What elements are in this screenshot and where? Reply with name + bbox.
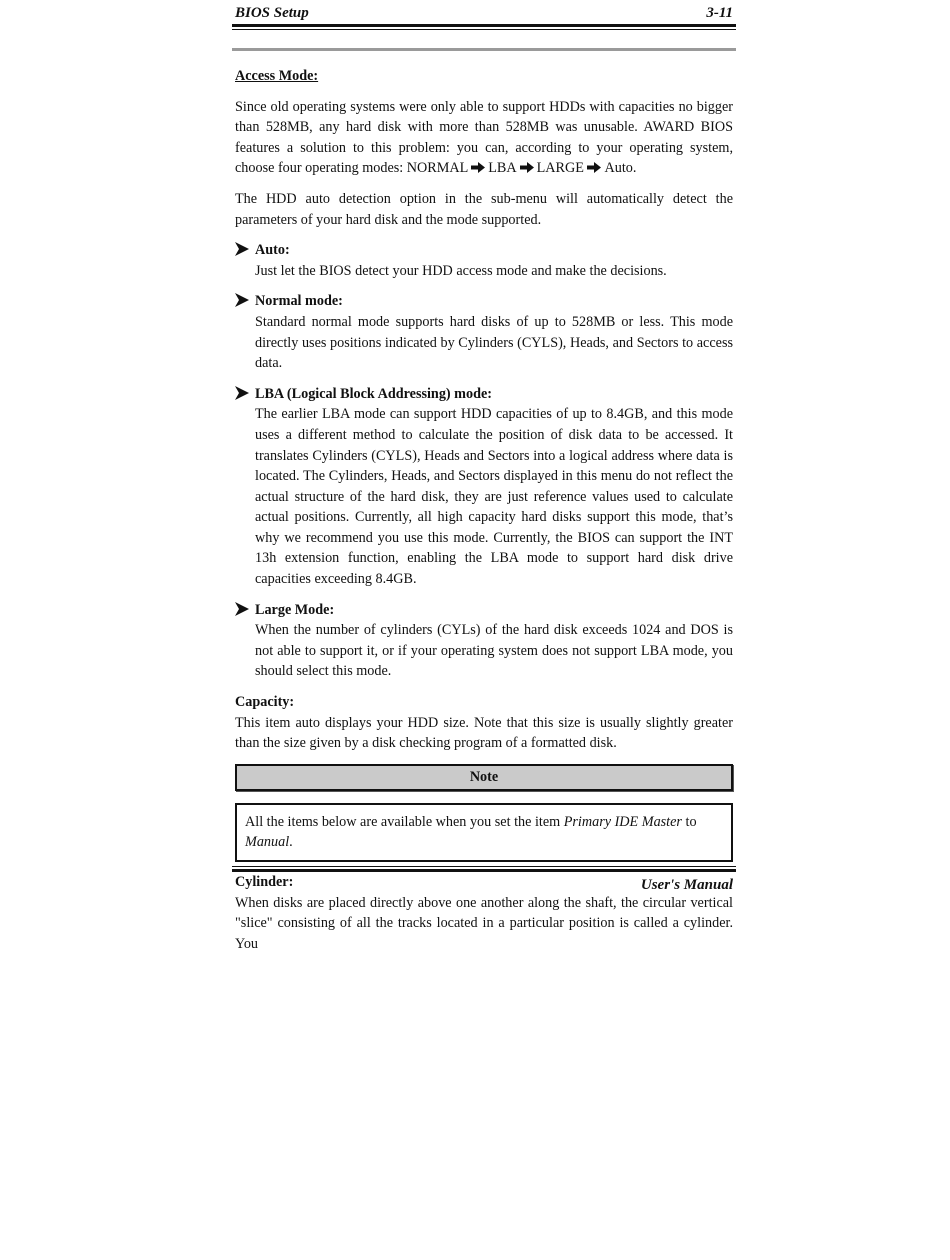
mode-auto: Auto. [604,160,637,177]
access-mode-heading: Access Mode: [235,68,319,84]
bullet-title: Large Mode: [255,601,335,618]
footer-rule-thin [232,866,736,867]
bullet-body: Just let the BIOS detect your HDD access mode and make the decisions. [255,262,667,279]
header-rule-gray [232,48,736,51]
access-mode-paragraph-2: The HDD auto detection option in the sub-menu will automatically detect the parameters of your hard disk and the mode supported. [235,190,733,228]
list-item [235,291,733,373]
footer-title: User's Manual [640,877,733,893]
cylinder-body: When disks are placed directly above one another along the shaft, the circular vertical "slice" consisting of all the tracks located in a particular position is called a cylinder. You [235,894,733,952]
right-arrow-icon [520,162,534,173]
page-content [235,66,733,954]
header-title: BIOS Setup [235,5,309,21]
capacity-heading: Capacity: [235,694,295,711]
mode-lba: LBA [488,160,517,177]
header-page-number: 3-11 [706,5,733,21]
right-arrow-icon [471,162,485,173]
note-text-after: . [289,834,293,851]
list-item [235,384,733,590]
list-item [235,240,733,281]
bullet-body: When the number of cylinders (CYLs) of the hard disk exceeds 1024 and DOS is not able to support it, or if your operating system does not support LBA mode, you should select this mode. [255,622,733,680]
footer-rule-thick [232,869,736,872]
document-page [235,0,733,952]
list-item [235,600,733,682]
note-title: Note [235,764,733,791]
mode-large: LARGE [536,160,584,177]
access-mode-text: Since old operating systems were only able to support HDDs with capacities no bigger than 528MB, any hard disk with more than 528MB was unusable. AWARD BIOS features a solution to this problem: you can, according to your operating system, choose four operating modes: NORMAL [235,98,733,177]
right-arrow-icon [587,162,601,173]
bullet-body: The earlier LBA mode can support HDD capacities of up to 8.4GB, and this mode uses a different method to calculate the position of disk data to be accessed. It translates Cylinders (CYLS), Heads and Sectors into a logical address where data is located. The Cylinders, Heads, and Sectors displayed in this menu do not reflect the actual structure of the hard disk, they are just reference values used to calculate actual positions. Currently, all high capacity hard disks support this mode, that’s why we recommend you use this mode. Currently, the BIOS can support the INT 13h extension function, enabling the LBA mode to support hard disk drive capacities exceeding 8.4GB. [255,406,733,588]
arrowhead-bullet-icon [235,385,249,401]
bullet-title: Auto: [255,242,290,259]
note-item-name: Primary IDE Master [563,813,682,830]
note-value: Manual [245,834,290,851]
arrowhead-bullet-icon [235,601,249,617]
bullet-title: LBA (Logical Block Addressing) mode: [255,385,493,402]
header-rule-thick [232,24,736,27]
bullet-title: Normal mode: [255,293,343,310]
arrowhead-bullet-icon [235,292,249,308]
note-text-mid: to [685,813,697,830]
cylinder-heading: Cylinder: [235,874,294,890]
page-header [235,0,733,24]
note-text-before: All the items below are available when you set the item [245,813,561,830]
access-mode-paragraph-1 [235,97,733,179]
capacity-body: This item auto displays your HDD size. Note that this size is usually slightly greater than the size given by a disk checking program of a formatted disk. [235,714,733,752]
bullet-body: Standard normal mode supports hard disks of up to 528MB or less. This mode directly uses positions indicated by Cylinders (CYLS), Heads, and Sectors to access data. [255,313,733,372]
note-box [235,803,733,862]
arrowhead-bullet-icon [235,241,249,257]
header-rule-thin [232,29,736,30]
